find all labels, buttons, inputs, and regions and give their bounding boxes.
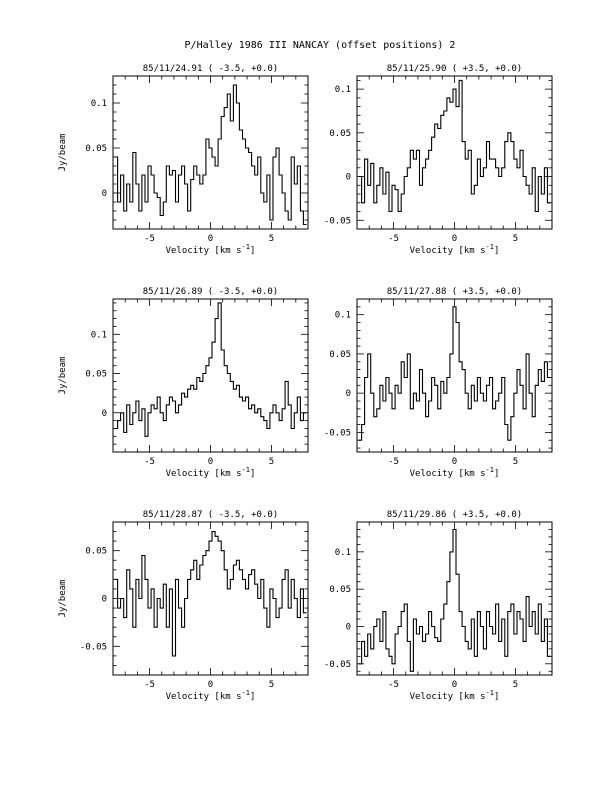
x-axis-label-exponent: -1: [485, 689, 494, 697]
y-axis-label: Jy/beam: [58, 133, 68, 172]
x-axis-label-exponent: -1: [485, 466, 494, 474]
x-tick-label: 0: [207, 680, 214, 690]
y-axis-label: Jy/beam: [58, 579, 68, 618]
x-axis-label-exponent: -1: [241, 689, 250, 697]
y-tick-label: 0.05: [85, 369, 107, 380]
x-tick-label: 5: [512, 457, 519, 467]
y-tick-label: 0: [345, 172, 351, 183]
x-tick-label: -5: [144, 680, 155, 690]
x-axis-label-close: ]: [493, 246, 500, 256]
page-title: P/Halley 1986 III NANCAY (offset positions) 2: [184, 40, 456, 51]
x-tick-label: -5: [388, 680, 399, 690]
x-axis-label-close: ]: [493, 692, 500, 702]
x-axis-label-text: Velocity [km s: [165, 246, 242, 256]
panel-title: 85/11/26.89 ( -3.5, +0.0): [142, 287, 279, 297]
y-tick-label: 0.1: [90, 99, 107, 109]
x-axis-label-close: ]: [493, 469, 500, 479]
x-tick-label: 5: [512, 680, 519, 690]
y-tick-label: 0.1: [334, 310, 351, 321]
x-axis-label-exponent: -1: [241, 243, 250, 251]
panel-title: 85/11/28.87 ( -3.5, +0.0): [142, 510, 279, 520]
y-tick-label: -0.05: [323, 216, 351, 227]
y-tick-label: 0: [101, 189, 107, 199]
y-tick-label: 0: [345, 389, 351, 400]
panel-title: 85/11/25.90 ( +3.5, +0.0): [386, 64, 523, 74]
y-tick-label: 0.1: [334, 85, 351, 96]
y-tick-label: 0.05: [85, 144, 107, 154]
x-axis-label-exponent: -1: [241, 466, 250, 474]
x-tick-label: 5: [512, 234, 519, 244]
x-axis-label-close: ]: [249, 469, 256, 479]
y-tick-label: 0: [101, 408, 107, 419]
x-tick-label: 5: [268, 234, 275, 244]
x-tick-label: 0: [451, 457, 458, 467]
x-axis-label-close: ]: [249, 246, 256, 256]
y-tick-label: -0.05: [79, 642, 107, 653]
x-axis-label-text: Velocity [km s: [165, 469, 242, 479]
x-tick-label: 5: [268, 457, 275, 467]
x-tick-label: -5: [388, 234, 399, 244]
x-tick-label: -5: [144, 234, 155, 244]
y-tick-label: -0.05: [323, 428, 351, 439]
y-axis-label: Jy/beam: [58, 356, 68, 395]
panel-title: 85/11/29.86 ( +3.5, +0.0): [386, 510, 523, 520]
x-tick-label: -5: [388, 457, 399, 467]
y-tick-label: 0.1: [90, 330, 107, 341]
y-tick-label: 0.1: [334, 547, 351, 558]
x-axis-label-text: Velocity [km s: [409, 692, 486, 702]
x-axis-label-exponent: -1: [485, 243, 494, 251]
x-axis-label-text: Velocity [km s: [409, 246, 486, 256]
y-tick-label: 0.05: [329, 585, 351, 596]
x-tick-label: 0: [451, 680, 458, 690]
x-tick-label: 0: [207, 234, 214, 244]
y-tick-label: 0.05: [85, 546, 107, 557]
x-axis-label-text: Velocity [km s: [165, 692, 242, 702]
x-axis-label-text: Velocity [km s: [409, 469, 486, 479]
y-tick-label: 0: [345, 622, 351, 633]
panel-title: 85/11/24.91 ( -3.5, +0.0): [142, 64, 279, 74]
y-tick-label: 0: [101, 594, 107, 605]
x-tick-label: -5: [144, 457, 155, 467]
x-tick-label: 5: [268, 680, 275, 690]
x-tick-label: 0: [451, 234, 458, 244]
panel-title: 85/11/27.88 ( +3.5, +0.0): [386, 287, 523, 297]
y-tick-label: 0.05: [329, 128, 351, 139]
x-tick-label: 0: [207, 457, 214, 467]
y-tick-label: 0.05: [329, 349, 351, 360]
y-tick-label: -0.05: [323, 659, 351, 670]
x-axis-label-close: ]: [249, 692, 256, 702]
